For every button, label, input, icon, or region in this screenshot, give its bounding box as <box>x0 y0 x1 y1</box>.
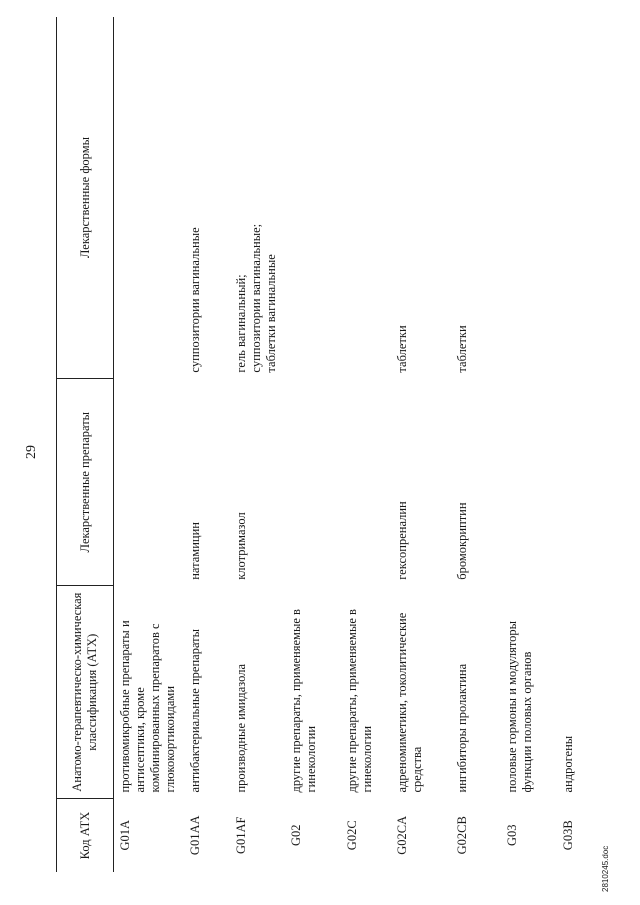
atx-classification: адреномиметики, токолитические средства <box>395 612 424 793</box>
atx-classification: половые гормоны и модуляторы функции половых органов <box>505 620 534 793</box>
atx-code: G02CA <box>395 815 409 855</box>
header-forms: Лекарственные формы <box>57 17 114 379</box>
document-id: 2810245.doc <box>601 845 610 892</box>
table-row <box>501 17 557 872</box>
atx-classification: другие препараты, применяемые в гинекологии <box>289 609 318 793</box>
table-row <box>184 17 230 872</box>
table-row <box>451 17 501 872</box>
table-header-row <box>57 17 114 872</box>
dosage-forms <box>230 17 285 379</box>
dosage-forms <box>184 17 230 379</box>
header-drugs: Лекарственные препараты <box>57 379 114 586</box>
drug-name: гексопреналин <box>395 501 409 580</box>
dosage-form: таблетки вагинальные <box>264 254 278 373</box>
header-code: Код АТХ <box>57 799 114 872</box>
table-row <box>341 17 391 872</box>
drug-name <box>114 379 185 586</box>
table-row <box>114 17 185 872</box>
atx-code: G02 <box>289 824 303 847</box>
dosage-form: суппозитории вагинальные <box>188 227 202 373</box>
document-page <box>20 12 620 892</box>
dosage-forms <box>501 17 557 379</box>
table-row <box>230 17 285 872</box>
dosage-forms <box>114 17 185 379</box>
atx-code: G01A <box>118 819 132 851</box>
dosage-form: гель вагинальный; <box>234 274 248 373</box>
atx-code: G03B <box>561 820 575 851</box>
dosage-forms <box>451 17 501 379</box>
table-row <box>557 17 597 872</box>
atx-classification: андрогены <box>561 735 575 793</box>
drug-name <box>341 379 391 586</box>
atx-code: G01AA <box>188 815 202 856</box>
atx-classification: ингибиторы пролактина <box>455 663 469 793</box>
atx-code: G02CB <box>455 816 469 855</box>
drug-name <box>557 379 597 586</box>
dosage-form: таблетки <box>395 325 409 373</box>
atx-classification: производные имидазола <box>234 663 248 793</box>
atx-code: G03 <box>505 824 519 847</box>
table-row <box>391 17 451 872</box>
dosage-forms <box>391 17 451 379</box>
drug-name: бромокриптин <box>455 502 469 580</box>
drug-name: клотримазол <box>234 512 248 580</box>
drug-name <box>501 379 557 586</box>
dosage-forms <box>341 17 391 379</box>
dosage-form: суппозитории вагинальные; <box>249 223 263 373</box>
drug-name <box>285 379 341 586</box>
atx-classification: антибактериальные препараты <box>188 628 202 793</box>
atx-code: G02C <box>345 820 359 851</box>
atx-code: G01AF <box>234 816 248 855</box>
table-row <box>285 17 341 872</box>
atx-table <box>56 17 597 872</box>
dosage-form: таблетки <box>455 325 469 373</box>
atx-classification: другие препараты, применяемые в гинекологии <box>345 609 374 793</box>
drug-name: натамицин <box>188 522 202 580</box>
dosage-forms <box>557 17 597 379</box>
page-number: 29 <box>24 445 39 459</box>
dosage-forms <box>285 17 341 379</box>
header-classification: Анатомо-терапевтическо-химическая классификация (АТХ) <box>57 586 114 799</box>
atx-classification: противомикробные препараты и антисептики, кроме комбинированных препаратов с глюкокортикоидами <box>118 620 177 793</box>
